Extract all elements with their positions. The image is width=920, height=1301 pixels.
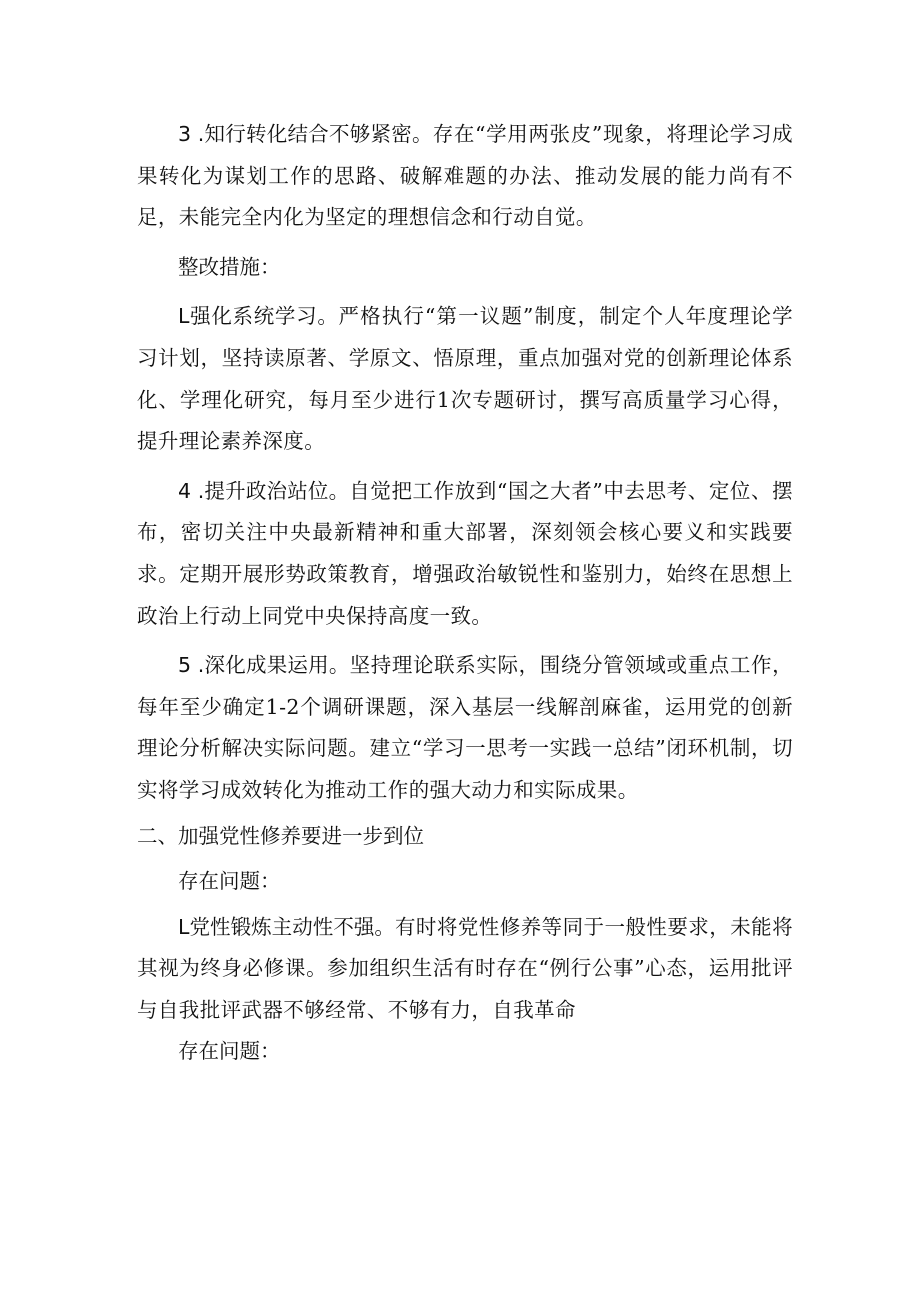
problem-item-1 — [137, 907, 793, 1032]
subheading-existing-problems-2: 存在问题： — [178, 1039, 281, 1064]
paragraph-body: 严格执行“第一议题”制度，制定个人年度理论学习计划，坚持读原著、学原文、悟原理，重点加强对党的创新理论体系化、学理化研究，每月至少进行1次专题研讨，撰写高质量学习心得，提升理论素养深度。 — [137, 304, 793, 454]
measure-item-5 — [137, 645, 793, 811]
subheading-existing-problems: 存在问题： — [178, 869, 281, 894]
subheading-rectification-measures: 整改措施： — [178, 254, 281, 279]
measure-item-4 — [137, 471, 793, 637]
paragraph-lead: 4 .提升政治站位。 — [178, 478, 350, 503]
paragraph-body: 有时将党性修养等同于一般性要求，未能将其视为终身必修课。参加组织生活有时存在“例行公事”心态，运用批评与自我批评武器不够经常、不够有力，自我革命 — [137, 914, 793, 1022]
section-heading-2: 二、加强党性修养要进一步到位 — [137, 823, 424, 848]
paragraph-body: 坚持理论联系实际，围绕分管领域或重点工作，每年至少确定1-2个调研课题，深入基层一线解剖麻雀，运用党的创新理论分析解决实际问题。建立“学习一思考一实践一总结”闭环机制，切实将学习成效转化为推动工作的强大动力和实际成果。 — [137, 653, 794, 802]
document-body — [137, 114, 793, 1073]
paragraph-lead: L强化系统学习。 — [178, 304, 339, 329]
paragraph-body: 存在“学用两张皮”现象，将理论学习成果转化为谋划工作的思路、破解难题的办法、推动发展的能力尚有不足，未能完全内化为坚定的理想信念和行动自觉。 — [137, 122, 793, 230]
paragraph-lead: 5 .深化成果运用。 — [178, 653, 350, 678]
paragraph-body: 自觉把工作放到“国之大者”中去思考、定位、摆布，密切关注中央最新精神和重大部署，深刻领会核心要义和实践要求。定期开展形势政策教育，增强政治敏锐性和鉴别力，始终在思想上政治上行动上同党中央保持高度一致。 — [137, 478, 793, 628]
paragraph-lead: 3 .知行转化结合不够紧密。 — [178, 122, 433, 146]
paragraph-lead: L党性锻炼主动性不强。 — [178, 914, 395, 939]
paragraph-item-3 — [137, 114, 793, 239]
measure-item-1 — [137, 296, 793, 462]
